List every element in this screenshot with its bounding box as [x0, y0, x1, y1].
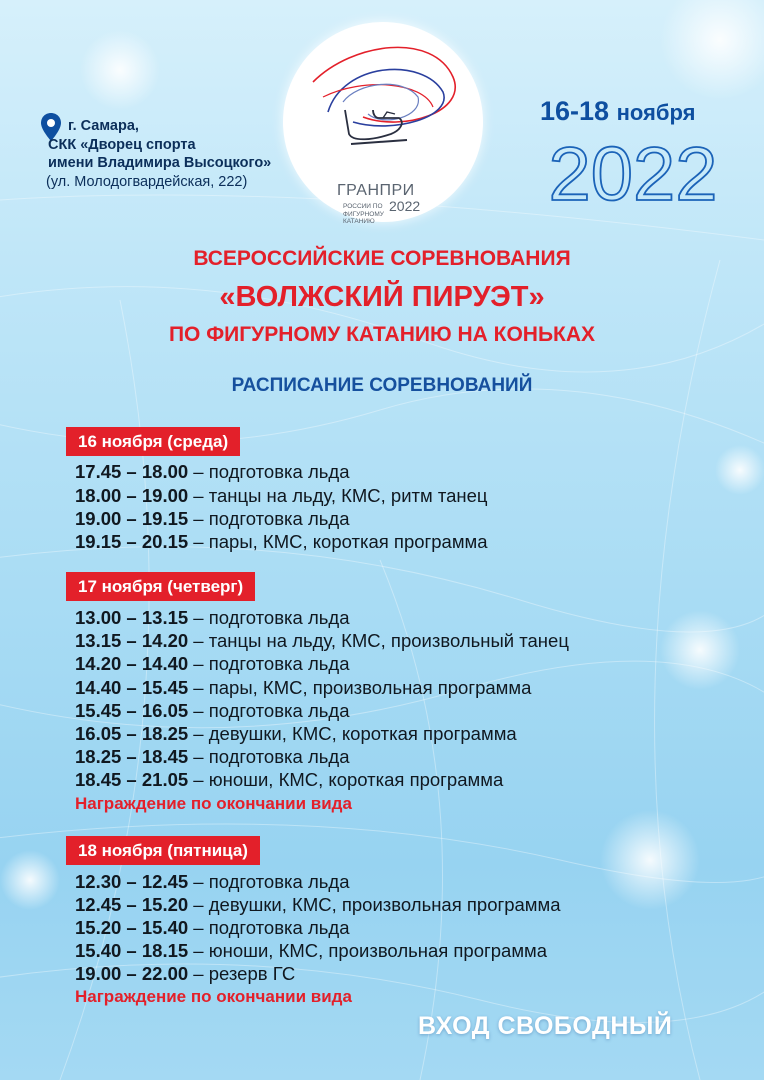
- row-text: – подготовка льда: [188, 917, 350, 938]
- row-text: – юноши, КМС, короткая программа: [188, 769, 504, 790]
- row-text: – подготовка льда: [188, 746, 350, 767]
- row-text: – подготовка льда: [188, 508, 350, 529]
- schedule-row: [75, 723, 517, 745]
- row-time: 12.45 – 15.20: [75, 894, 189, 915]
- row-text: – девушки, КМС, короткая программа: [188, 723, 517, 744]
- schedule-row: [75, 607, 350, 629]
- logo-year: 2022: [389, 198, 421, 214]
- row-text: – танцы на льду, КМС, ритм танец: [188, 485, 488, 506]
- heading-line2: «ВОЛЖСКИЙ ПИРУЭТ»: [219, 281, 545, 313]
- logo-subtitle: РОССИИ ПО ФИГУРНОМУ КАТАНИЮ: [343, 203, 384, 225]
- row-time: 18.25 – 18.45: [75, 746, 189, 767]
- venue-arena-line2: имени Владимира Высоцкого»: [48, 155, 272, 171]
- row-text: – подготовка льда: [188, 871, 350, 892]
- row-text: – пары, КМС, короткая программа: [188, 531, 488, 552]
- schedule-row: [75, 940, 547, 962]
- schedule-row: [75, 963, 295, 985]
- venue-address: (ул. Молодогвардейская, 222): [46, 173, 248, 190]
- schedule-row: [75, 630, 569, 652]
- schedule-row: [75, 531, 488, 553]
- row-time: 19.00 – 22.00: [75, 963, 189, 984]
- event-month: ноября: [616, 100, 696, 125]
- row-time: 17.45 – 18.00: [75, 461, 189, 482]
- row-time: 18.00 – 19.00: [75, 485, 189, 506]
- row-text: – подготовка льда: [188, 700, 350, 721]
- venue-city: г. Самара,: [68, 118, 139, 134]
- free-entry-note: ВХОД СВОБОДНЫЙ: [418, 1012, 673, 1040]
- day-header: 18 ноября (пятница): [66, 836, 260, 865]
- award-note: Награждение по окончании вида: [75, 987, 352, 1006]
- schedule-row: [75, 700, 350, 722]
- day-header: 17 ноября (четверг): [66, 572, 255, 601]
- row-time: 16.05 – 18.25: [75, 723, 189, 744]
- day-header: 16 ноября (среда): [66, 427, 240, 456]
- award-note: Награждение по окончании вида: [75, 794, 352, 813]
- schedule-row: [75, 871, 350, 893]
- row-text: – танцы на льду, КМС, произвольный танец: [188, 630, 569, 651]
- logo-title: ГРАНПРИ: [337, 182, 415, 199]
- row-time: 12.30 – 12.45: [75, 871, 189, 892]
- schedule-row: [75, 485, 488, 507]
- row-text: – юноши, КМС, произвольная программа: [188, 940, 548, 961]
- event-year: [540, 136, 726, 208]
- row-text: – резерв ГС: [188, 963, 296, 984]
- row-time: 14.20 – 14.40: [75, 653, 189, 674]
- row-time: 19.00 – 19.15: [75, 508, 189, 529]
- row-text: – подготовка льда: [188, 461, 350, 482]
- schedule-row: [75, 746, 350, 768]
- row-time: 14.40 – 15.45: [75, 677, 189, 698]
- row-time: 18.45 – 21.05: [75, 769, 189, 790]
- row-time: 19.15 – 20.15: [75, 531, 189, 552]
- schedule-title: РАСПИСАНИЕ СОРЕВНОВАНИЙ: [231, 375, 533, 396]
- row-time: 15.20 – 15.40: [75, 917, 189, 938]
- row-text: – подготовка льда: [188, 653, 350, 674]
- grand-prix-logo: [283, 22, 483, 225]
- schedule-row: [75, 653, 350, 675]
- schedule-row: [75, 677, 531, 699]
- schedule-row: [75, 769, 503, 791]
- row-time: 15.45 – 16.05: [75, 700, 189, 721]
- row-text: – девушки, КМС, произвольная программа: [188, 894, 561, 915]
- heading-line3: ПО ФИГУРНОМУ КАТАНИЮ НА КОНЬКАХ: [168, 323, 596, 346]
- schedule-row: [75, 894, 561, 916]
- event-days: 16-18: [540, 96, 610, 126]
- schedule-row: [75, 508, 350, 530]
- event-year-text: 2022: [548, 136, 718, 208]
- row-time: 13.15 – 14.20: [75, 630, 189, 651]
- row-time: 13.00 – 13.15: [75, 607, 189, 628]
- venue-arena-line1: СКК «Дворец спорта: [48, 136, 196, 153]
- row-text: – подготовка льда: [188, 607, 350, 628]
- schedule-row: [75, 917, 350, 939]
- heading-line1: ВСЕРОССИЙСКИЕ СОРЕВНОВАНИЯ: [193, 247, 571, 270]
- row-time: 15.40 – 18.15: [75, 940, 189, 961]
- row-text: – пары, КМС, произвольная программа: [188, 677, 532, 698]
- event-dates: [540, 96, 695, 127]
- schedule-row: [75, 461, 350, 483]
